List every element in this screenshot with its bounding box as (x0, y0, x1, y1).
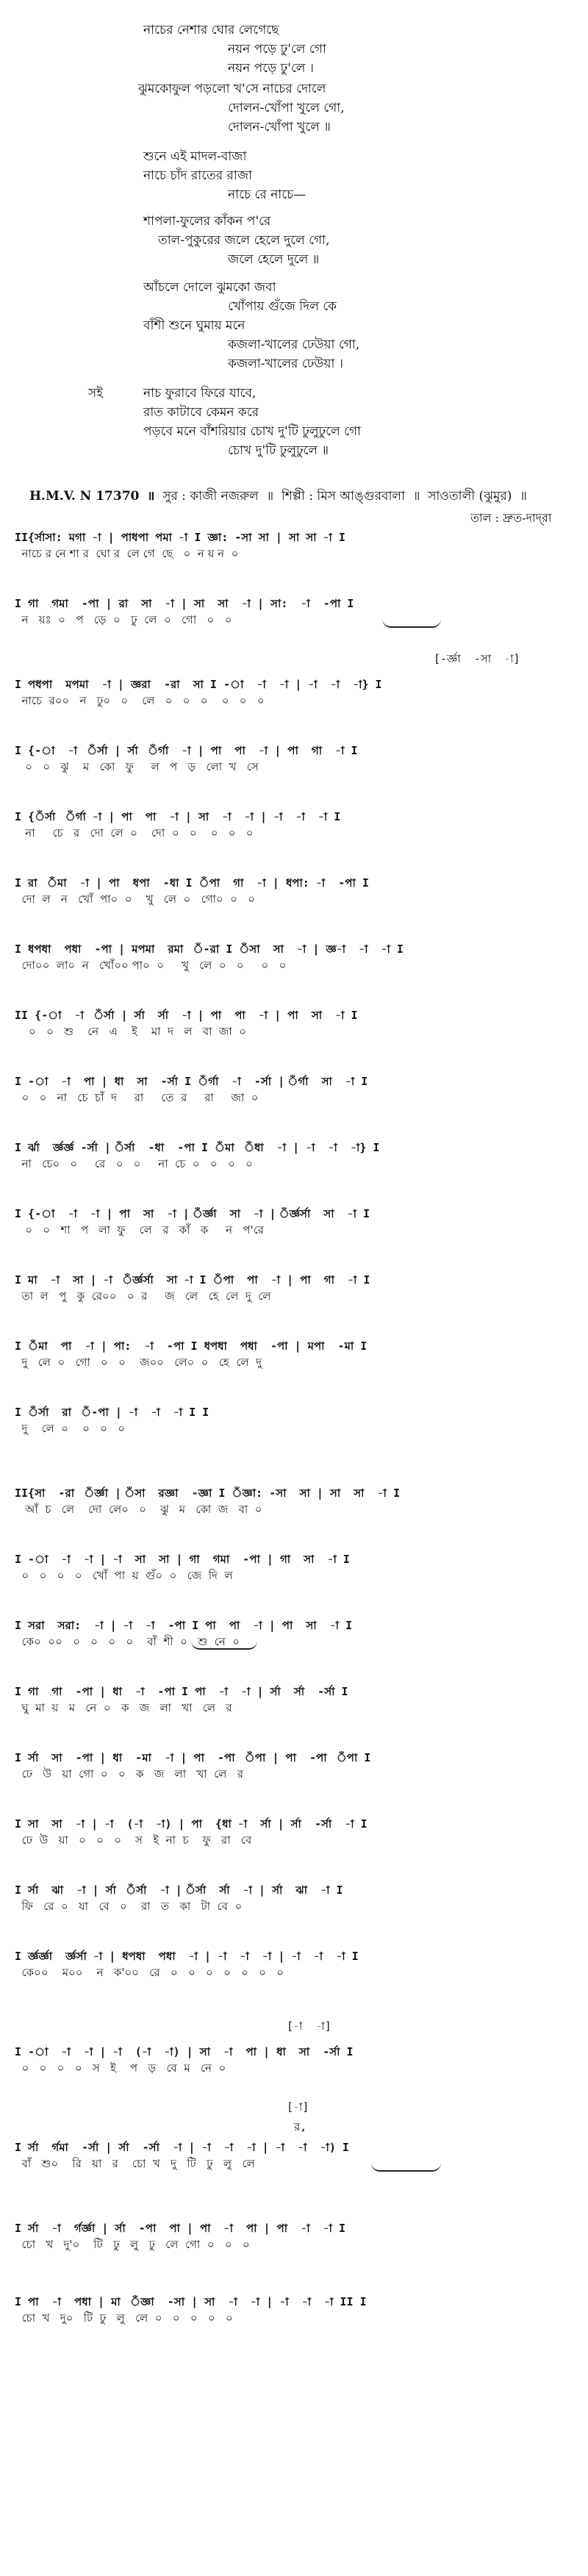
lyric-syllable-line: ০ ০ শু নে এ ই মা দ ল বা জা ০ (15, 1025, 247, 1038)
swara-line: I র্সা সা -পা | ধা -মা -া | পা -পা ঁপা | পা -পা ঁপা I (15, 1751, 371, 1764)
swara-line: I -া -া পা | ধা সা -র্সা I ঁর্গা -া -র্সা | ঁর্গা সা -া I (15, 1075, 368, 1088)
notation-row (15, 1272, 573, 1316)
lyric-line: শুনে এই মাদল-বাজা (143, 149, 247, 164)
record-number: H.M.V. N 17370 (29, 489, 140, 504)
lyric-syllable-line: ০ ০ ০ ০ স ই প ড় বে ম নে ০ (15, 2061, 226, 2075)
notation-row (15, 1007, 573, 1051)
tune-credit: সুর : কাজী নজরুল (162, 489, 259, 504)
lyric-syllable-line: কে০ ০০ ০ ০ ০ ০ বাঁ শী ০ শু নে ০ (15, 1635, 240, 1648)
lyric-line: শাপলা-ফুলের কাঁকন প'রে (143, 214, 271, 229)
lyric-line: নাচে রে নাচে— (228, 187, 306, 202)
lyric-line: নাচের নেশার ঘোর লেগেছে (143, 23, 279, 37)
lyric-syllable-line: ফি রে ০ যা বে ০ রা ত কা টা বে ০ (15, 1900, 243, 1913)
lyric-line: দোলন-খোঁপা খুলে গো, (228, 101, 345, 115)
notation-row (15, 809, 573, 853)
lyric-line: সই (88, 386, 104, 401)
lyric-line: নয়ন পড়ে ঢু'লে গো (228, 42, 326, 57)
notation-row (15, 1750, 573, 1794)
lyric-line: আঁচলে দোলে ঝুমকো জবা (143, 280, 276, 295)
swara-line: I র্সা ঝা -া | র্সা ঁর্সা -া | ঁর্সা র্সা -া | র্সা ঝা -া I (15, 1883, 343, 1897)
notation-row (15, 529, 573, 573)
lyric-syllable-line: ০ ০ না চে চাঁ দ রা তে র রা জা ০ (15, 1091, 259, 1104)
lyric-line: খোঁপায় গুঁজে দিল কে (228, 299, 337, 314)
notation-row (15, 1338, 573, 1382)
swara-line: I ধপধা পধা -পা | মপমা রমা ঁ-রা I ঁসা সা -া | জ্ঞ-া -া -া I (15, 942, 404, 956)
header-separator: ॥ (147, 489, 155, 504)
swara-line: II{সা -রা ঁর্জ্ঞা | ঁসা রজ্ঞা -জ্ঞা I ঁজ্ঞা: -সা সা | সা সা -া I (15, 1486, 400, 1500)
lyric-syllable-line: দো০০ লা০ ন খোঁ০০ পা০ ০ খু লে ০ ০ ০ ০ (15, 959, 287, 972)
lyric-syllable-line: তা ল পু কু রে০০ ০ র জ লে হে লে দু লে (15, 1289, 271, 1303)
swara-line: I পা -া পধা | মা ঁজ্ঞা -সা | সা -া -া | -া -া -া II I (15, 2295, 367, 2308)
notation-row (15, 743, 573, 787)
lyric-line: নয়ন পড়ে ঢু'লে । (228, 61, 314, 76)
notation-annotation: [-র্জ্ঞা -সা -া] (434, 652, 520, 665)
swara-line: II{র্সাসা: মগা -া | পাধপা পমা -া I জ্ঞা: -সা সা | সা সা -া I (15, 531, 345, 544)
lyric-line: রাত কাটাবে কেমন করে (143, 405, 259, 420)
notation-row (15, 875, 573, 919)
lyric-syllable-line: নাচে র০০ ন ঢু০ ০ লে ০ ০ ০ ০ ০ ০ (15, 694, 265, 707)
lyric-line: বাঁশী শুনে ঘুমায় মনে (143, 318, 245, 333)
lyric-line: দোলন-খোঁপা খুলে ॥ (228, 120, 331, 135)
lyric-syllable-line: কে০০ ম০০ ন ক'০০ রে ০ ০ ০ ০ ০ ০ ০ (15, 1966, 284, 1979)
lyric-syllable-line: আঁ চ লে দো লে০ ০ ঝু ম কো জ বা ০ (15, 1503, 262, 1516)
lyric-line: তাল-পুকুরের জলে হেলে দুলে গো, (158, 233, 330, 248)
lyric-syllable-line: দু লে ০ গো ০ ০ জ০০ লে০ ০ হে লে দু (15, 1356, 262, 1369)
lyric-syllable-line: ঢে উ য়া গো ০ ০ ক জ লা খা লে র (15, 1767, 243, 1781)
lyric-syllable-line: ন য়ঃ ০ প ড়ে ০ ঢু লে ০ গো ০ ০ (15, 613, 232, 626)
lyric-syllable-line: ০ ০ ঝু ম কো ফু ল প ড় লো খ সে (15, 760, 259, 773)
swara-line: I র্ঝা র্জ্ঞর্জ্ঞ -র্সা | ঁর্সা -ধা -পা I ঁমা ঁধা -া | -া -া -া} I (15, 1141, 380, 1154)
lyric-line: কজলা-খালের ঢেউয়া গো, (228, 337, 360, 352)
swara-line: I ঁমা পা -া | পা: -া -পা I ধপধা পধা -পা | মপা -মা I (15, 1339, 368, 1353)
swara-line: I -া -া -া | -া (-া -া) | সা -া পা | ধা সা -র্সা I (15, 2045, 354, 2058)
notation-row (15, 1206, 573, 1250)
lyric-syllable-line: না চে র দো লে ০ দো ০ ০ ০ ০ ০ (15, 826, 254, 840)
swara-line: I গা গমা -পা | রা সা -া | সা সা -া | সা: -া -পা I (15, 597, 354, 610)
lyric-syllable-line: ঢে উ য়া ০ ০ ০ স ই না চ ফু রা বে (15, 1833, 252, 1847)
notation-row (15, 2044, 573, 2088)
lyric-syllable-line: বাঁ শু০ রি য়া র চো খ দু টি ঢু লু লে (15, 2157, 255, 2170)
lyric-line: জলে হেলে দুলে ॥ (228, 252, 320, 267)
lyric-line: পড়বে মনে বাঁশরিয়ার চোখ দু'টি ঢুলুঢুলে গো (143, 424, 362, 439)
lyric-line: নাচে চাঁদ রাতের রাজা (143, 168, 252, 183)
lyric-syllable-line: ঘু মা য় ম নে ০ ক জ লা খা লে র (15, 1701, 232, 1714)
slur-mark (371, 2163, 441, 2172)
slur-mark (191, 1641, 257, 1650)
swara-line: I গা গা -পা | ধা -া -পা I পা -া -া | র্সা র্সা -র্সা I (15, 1685, 348, 1698)
notation-row (15, 1485, 573, 1529)
notation-row (15, 1551, 573, 1595)
swara-line: II {-া -া ঁর্সা | র্সা র্সা -া | পা পা -া | পা সা -া I (15, 1009, 358, 1022)
notation-row (15, 2294, 573, 2338)
swara-line: I সরা সরা: -া | -া -া -পা I পা পা -া | পা সা -া I (15, 1619, 353, 1632)
swara-line: I {ঁর্সা ঁর্গা -া | পা পা -া | সা -া -া | -া -া -া I (15, 810, 341, 823)
lyric-syllable-line: নাচে র নে শা র ঘো র লে গে ছে ০ ন য় ন ০ (15, 547, 239, 560)
swara-line: I র্জ্ঞর্জ্ঞা র্জ্ঞর্সা -া | ধপধা পধা -া | -া -া -া | -া -া -া I (15, 1950, 359, 1963)
notation-row (15, 1139, 573, 1184)
lyric-syllable-line: দো ল ন খোঁ পা০ ০ খু লে ০ গো০ ০ ০ (15, 892, 255, 906)
lyric-line: চোখ দু'টি ঢুলুঢুলে ॥ (228, 443, 329, 458)
lyric-syllable-line: দু লে ০ ০ ০ ০ (15, 1422, 125, 1435)
swara-line: I মা -া সা | -া ঁর্জ্ঞর্সা সা -া I ঁপা পা -া | পা গা -া I (15, 1273, 370, 1287)
lyric-line: কজলা-খালের ঢেউয়া । (228, 357, 343, 371)
tala-name: তাল : দ্রুত-দাদ্‌রা (470, 511, 552, 525)
notation-row (15, 1882, 573, 1926)
raga-name: সাওতালী (ঝুমুর) (428, 489, 512, 504)
notation-row (15, 1684, 573, 1728)
notation-row (15, 2220, 573, 2264)
swara-line: I ঁর্সা রা ঁ-পা | -া -া -া I I (15, 1406, 209, 1419)
lyric-syllable-line: চো খ দু'০ টি ঢু লু ঢু লে গো ০ ০ ০ (15, 2238, 250, 2251)
notation-annotation: [-া] (287, 2100, 309, 2114)
lyric-line: ঝুমকোফুল পড়লো খ'সে নাচের দোলে (138, 82, 326, 96)
notation-annotation: র, (294, 2120, 307, 2133)
lyric-syllable-line: না চে০ ০ রে ০ ০ না চে ০ ০ ০ ০ (15, 1157, 253, 1170)
swara-line: I -া -া -া | -া সা সা | গা গমা -পা | গা সা -া I (15, 1553, 350, 1566)
swara-line: I র্সা র্গমা -র্সা | র্সা -র্সা -া | -া -া -া | -া -া -া) I (15, 2141, 349, 2154)
notation-row (15, 1404, 573, 1448)
notation-row (15, 1816, 573, 1860)
notation-row (15, 1617, 573, 1661)
notation-row (15, 2139, 573, 2183)
lyric-syllable-line: ০ ০ ০ ০ খোঁ পা য় গুঁ০ ০ জে দি ল (15, 1569, 233, 1582)
swara-line: I রা ঁমা -া | পা ধপা -ধা I ঁপা গা -া | ধপা: -া -পা I (15, 876, 369, 890)
swara-line: I {-া -া -া | পা সা -া | ঁর্জ্ঞা সা -া | ঁর্জ্ঞর্সা সা -া I (15, 1207, 370, 1220)
swara-line: I {-া -া ঁর্সা | র্সা ঁর্গা -া | পা পা -া | পা গা -া I (15, 744, 358, 757)
lyric-line: নাচ ফুরাবে ফিরে যাবে, (143, 386, 257, 401)
swara-line: I সা সা -া | -া (-া -া) | পা {ধা -া র্সা | র্সা -র্সা -া I (15, 1817, 368, 1831)
artist-credit: শিল্পী : মিস আঙ্গুরবালা (281, 489, 406, 504)
slur-mark (382, 619, 441, 628)
swara-line: I র্সা -া র্গর্জ্ঞা | র্সা -পা পা | পা -া পা | পা -া -া I (15, 2222, 346, 2235)
notation-row (15, 1073, 573, 1117)
lyric-syllable-line: ০ ০ শা প লা ফু লে র কাঁ ক ন প'রে (15, 1223, 265, 1237)
record-header: H.M.V. N 17370 ॥ সুর : কাজী নজরুল ॥ শিল্পী : মিস আঙ্গুরবালা ॥ সাওতালী (ঝুমুর) ॥ (29, 489, 527, 504)
notation-row (15, 595, 573, 640)
notation-row (15, 941, 573, 985)
swara-line: I পধপা মপমা -া | জ্ঞরা -রা সা I -া -া -া | -া -া -া} I (15, 678, 382, 691)
notation-row (15, 1948, 573, 1992)
lyric-syllable-line: চো খ দু০ টি ঢু লু লে ০ ০ ০ ০ ০ (15, 2311, 233, 2325)
notation-row (15, 676, 573, 720)
notation-annotation: [-া -া] (287, 2019, 331, 2033)
